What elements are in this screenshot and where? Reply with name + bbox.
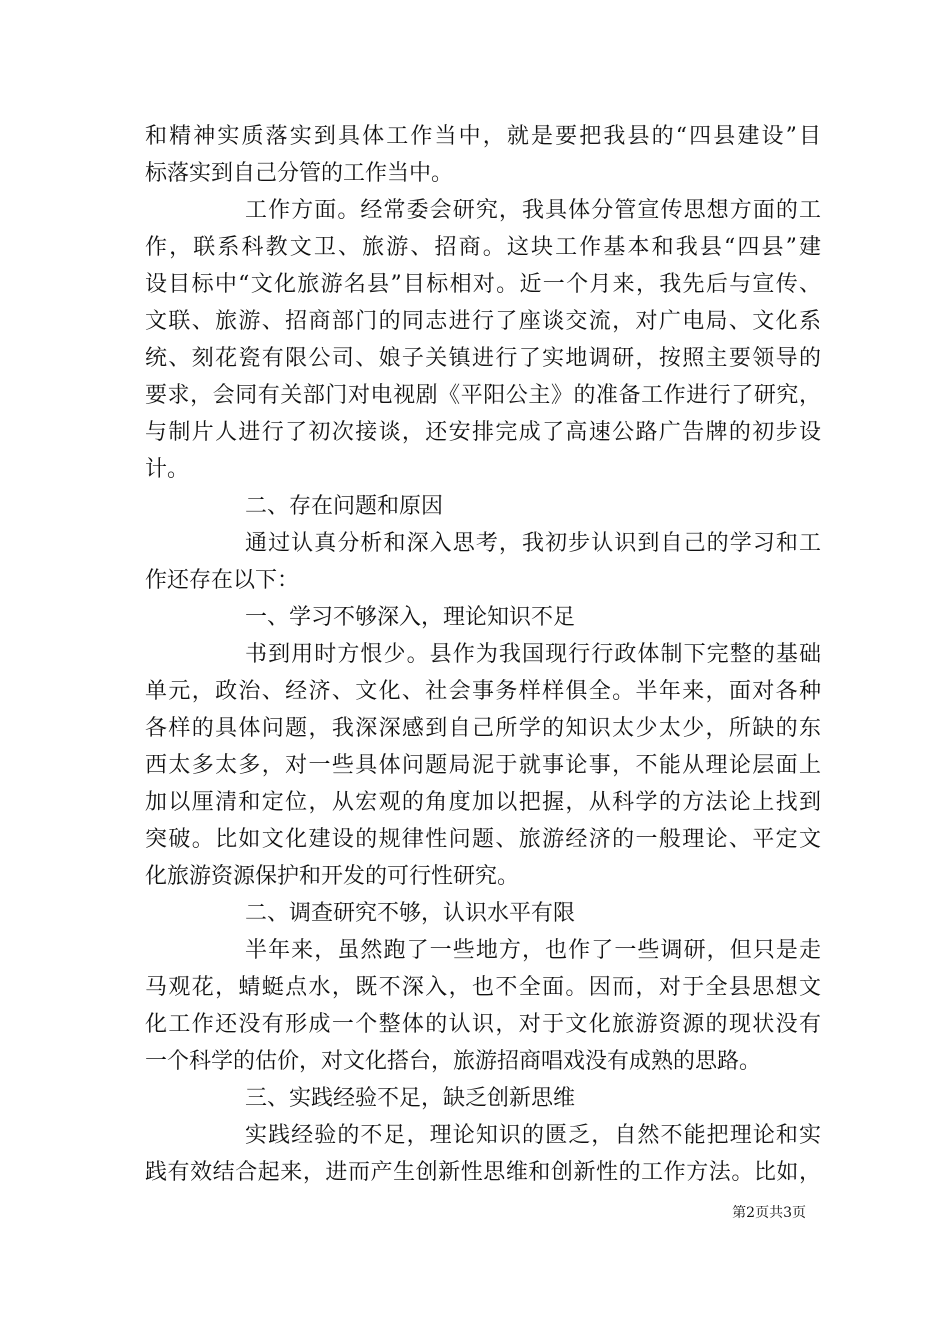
text-line: 文联、旅游、招商部门的同志进行了座谈交流，对广电局、文化系 <box>145 309 821 334</box>
text-line: 一个科学的估价，对文化搭台，旅游招商唱戏没有成熟的思路。 <box>145 1049 762 1074</box>
text-line: 化工作还没有形成一个整体的认识，对于文化旅游资源的现状没有 <box>145 1012 821 1037</box>
text-line: 书到用时方恨少。县作为我国现行行政体制下完整的基础 <box>245 642 821 667</box>
text-line: 和精神实质落实到具体工作当中，就是要把我县的“四县建设”目 <box>145 124 821 149</box>
text-line: 一、学习不够深入，理论知识不足 <box>245 605 576 630</box>
text-line: 要求，会同有关部门对电视剧《平阳公主》的准备工作进行了研究， <box>145 383 821 408</box>
text-line: 各样的具体问题，我深深感到自己所学的知识太少太少，所缺的东 <box>145 716 821 741</box>
text-line: 实践经验的不足，理论知识的匮乏，自然不能把理论和实 <box>245 1123 821 1148</box>
text-line: 半年来，虽然跑了一些地方，也作了一些调研，但只是走 <box>245 938 821 963</box>
page-number-footer: 第2页共3页 <box>732 1205 806 1221</box>
text-line: 统、刻花瓷有限公司、娘子关镇进行了实地调研，按照主要领导的 <box>145 346 821 371</box>
text-line: 三、实践经验不足，缺乏创新思维 <box>245 1086 576 1111</box>
text-line: 化旅游资源保护和开发的可行性研究。 <box>145 864 520 889</box>
text-line: 与制片人进行了初次接谈，还安排完成了高速公路广告牌的初步设 <box>145 420 821 445</box>
text-line: 践有效结合起来，进而产生创新性思维和创新性的工作方法。比如， <box>145 1160 821 1185</box>
text-line: 工作方面。经常委会研究，我具体分管宣传思想方面的工 <box>245 198 821 223</box>
text-line: 西太多太多，对一些具体问题局泥于就事论事，不能从理论层面上 <box>145 753 821 778</box>
text-line: 马观花，蜻蜓点水，既不深入，也不全面。因而，对于全县思想文 <box>145 975 821 1000</box>
text-line: 作，联系科教文卫、旅游、招商。这块工作基本和我县“四县”建 <box>145 235 821 260</box>
text-line: 突破。比如文化建设的规律性问题、旅游经济的一般理论、平定文 <box>145 827 821 852</box>
text-line: 作还存在以下： <box>145 568 300 593</box>
text-line: 单元，政治、经济、文化、社会事务样样俱全。半年来，面对各种 <box>145 679 821 704</box>
text-line: 通过认真分析和深入思考，我初步认识到自己的学习和工 <box>245 531 821 556</box>
text-line: 二、存在问题和原因 <box>245 494 444 519</box>
text-line: 设目标中“文化旅游名县”目标相对。近一个月来，我先后与宣传、 <box>145 272 821 297</box>
text-line: 计。 <box>145 457 190 482</box>
text-line: 加以厘清和定位，从宏观的角度加以把握，从科学的方法论上找到 <box>145 790 821 815</box>
text-line: 标落实到自己分管的工作当中。 <box>145 161 454 186</box>
text-line: 二、调查研究不够，认识水平有限 <box>245 901 576 926</box>
